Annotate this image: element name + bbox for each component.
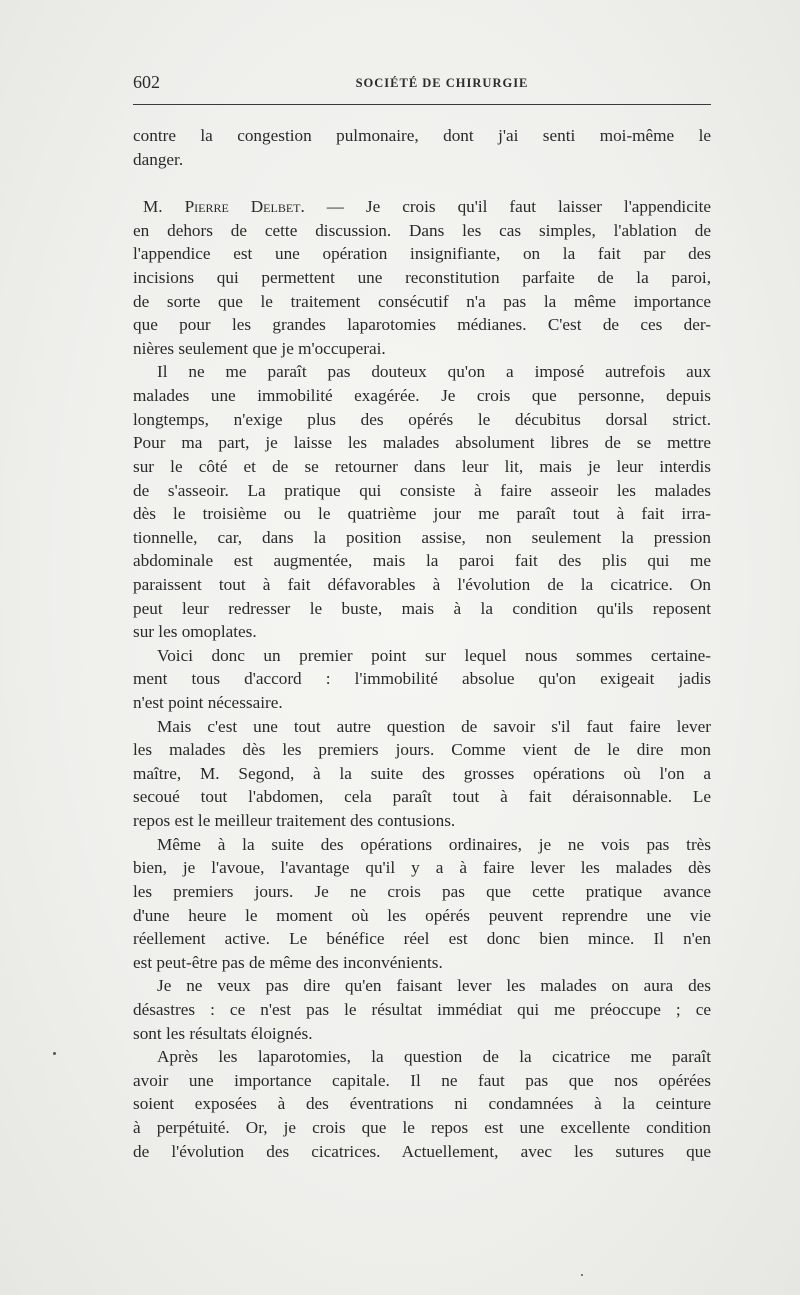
- text-line: l'appendice est une opération insignifiante, on la fait par des: [133, 244, 711, 264]
- text-line: en dehors de cette discussion. Dans les cas simples, l'ablation de: [133, 220, 711, 240]
- text-line: nières seulement que je m'occuperai.: [133, 338, 386, 358]
- speaker-first-line-rest: — Je crois qu'il faut laisser l'appendicite: [304, 197, 712, 217]
- text-line: dès le troisième ou le quatrième jour me paraît tout à fait irra-: [133, 504, 711, 524]
- speaker-prefix: M.: [143, 197, 163, 217]
- text-line: à perpétuité. Or, je crois que le repos est une excellente condition: [133, 1117, 711, 1137]
- text-line: paraissent tout à fait défavorables à l'évolution de la cicatrice. On: [133, 574, 711, 594]
- speaker-line: [133, 195, 711, 219]
- text-line: sont les résultats éloignés.: [133, 1023, 313, 1043]
- text-line: ment tous d'accord : l'immobilité absolue qu'on exigeait jadis: [133, 669, 711, 689]
- text-line: de sorte que le traitement consécutif n'a pas la même importance: [133, 291, 711, 311]
- text-line: Voici donc un premier point sur lequel nous sommes certaine-: [157, 645, 711, 665]
- text-line: contre la congestion pulmonaire, dont j'ai senti moi-même le: [133, 126, 711, 145]
- text-line: est peut-être pas de même des inconvénients.: [133, 952, 443, 972]
- text-line: malades une immobilité exagérée. Je crois que personne, depuis: [133, 386, 711, 406]
- text-line: les premiers jours. Je ne crois pas que cette pratique avance: [133, 881, 711, 901]
- text-line: désastres : ce n'est pas le résultat immédiat qui me préoccupe ; ce: [133, 999, 711, 1019]
- text-line: les malades dès les premiers jours. Comme vient de le dire mon: [133, 740, 711, 760]
- print-speck: [581, 1274, 583, 1276]
- text-line: sur le côté et de se retourner dans leur lit, mais je leur interdis: [133, 456, 711, 476]
- text-line: Mais c'est une tout autre question de savoir s'il faut faire lever: [157, 716, 711, 736]
- header-rule: [133, 104, 711, 105]
- text-line: danger.: [133, 149, 184, 169]
- text-line: de l'évolution des cicatrices. Actuellement, avec les sutures que: [133, 1141, 711, 1161]
- paragraph-gap: [133, 171, 711, 195]
- text-line: maître, M. Segond, à la suite des grosses opérations où l'on a: [133, 763, 711, 783]
- text-line: longtemps, n'exige plus des opérés le décubitus dorsal strict.: [133, 409, 711, 429]
- text-line: que pour les grandes laparotomies médianes. C'est de ces der-: [133, 315, 711, 335]
- text-line: abdominale est augmentée, mais la paroi fait des plis qui me: [133, 551, 711, 571]
- text-line: peut leur redresser le buste, mais à la condition qu'ils reposent: [133, 598, 711, 618]
- text-line: réellement active. Le bénéfice réel est donc bien mince. Il n'en: [133, 929, 711, 949]
- text-line: n'est point nécessaire.: [133, 693, 283, 713]
- page-number: 602: [133, 72, 160, 92]
- text-line: avoir une importance capitale. Il ne faut pas que nos opérées: [133, 1070, 711, 1090]
- print-speck: [53, 1052, 56, 1055]
- text-line: sur les omoplates.: [133, 622, 257, 642]
- text-line: bien, je l'avoue, l'avantage qu'il y a à faire lever les malades dès: [133, 858, 711, 878]
- text-line: tionnelle, car, dans la position assise, non seulement la pression: [133, 527, 711, 547]
- running-head: SOCIÉTÉ DE CHIRURGIE: [355, 76, 529, 90]
- speech-paragraphs: [133, 219, 711, 1163]
- text-line: Même à la suite des opérations ordinaires, je ne vois pas très: [157, 834, 711, 854]
- text-line: Je ne veux pas dire qu'en faisant lever les malades on aura des: [157, 976, 711, 996]
- text-line: Il ne me paraît pas douteux qu'on a imposé autrefois aux: [157, 362, 711, 382]
- text-line: d'une heure le moment où les opérés peuvent reprendre une vie: [133, 905, 711, 925]
- text-line: incisions qui permettent une reconstitution parfaite de la paroi,: [133, 268, 711, 288]
- text-line: de s'asseoir. La pratique qui consiste à faire asseoir les malades: [133, 480, 711, 500]
- speaker-name: Pierre Delbet.: [184, 197, 305, 217]
- text-line: Après les laparotomies, la question de la cicatrice me paraît: [157, 1047, 711, 1067]
- body-text: [133, 124, 711, 1163]
- text-line: repos est le meilleur traitement des contusions.: [133, 811, 456, 831]
- text-line: secoué tout l'abdomen, cela paraît tout à fait déraisonnable. Le: [133, 787, 711, 807]
- text-line: soient exposées à des éventrations ni condamnées à la ceinture: [133, 1094, 711, 1114]
- page-header: [133, 72, 711, 98]
- text-line: Pour ma part, je laisse les malades absolument libres de se mettre: [133, 433, 711, 453]
